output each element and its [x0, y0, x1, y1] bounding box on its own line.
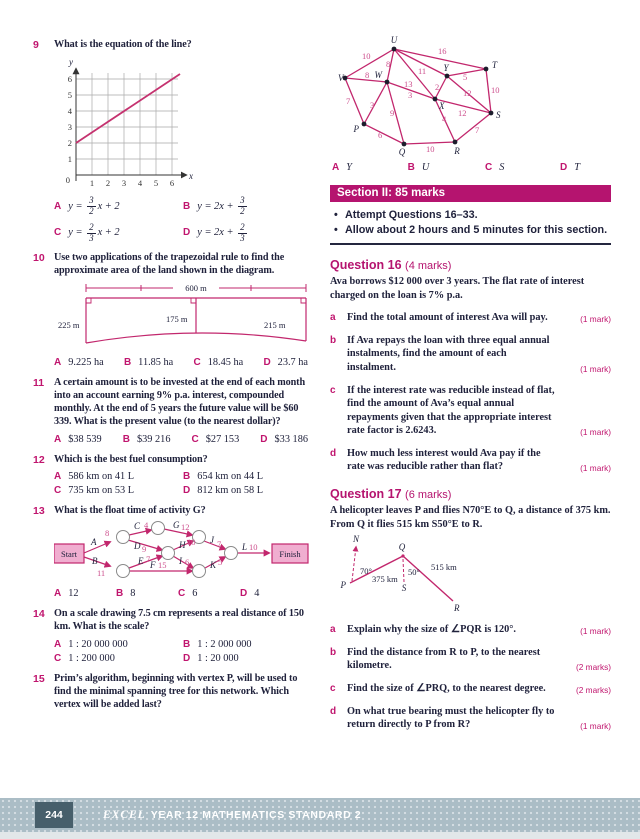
option-a — [54, 357, 104, 368]
option-value: T — [574, 162, 580, 173]
part-text: How much less interest would Ava pay if the rate was reducible rather than flat? — [347, 447, 541, 473]
edge-weight: 16 — [438, 46, 447, 56]
question-12 — [33, 453, 312, 496]
option-c — [54, 653, 183, 664]
part-marks: (1 mark) — [580, 463, 611, 474]
numerator: 2 — [89, 222, 94, 233]
question-10 — [33, 251, 312, 368]
point-q-dot — [401, 555, 404, 558]
equation-pre: y = — [68, 200, 86, 212]
option-value: 23.7 ha — [277, 356, 308, 368]
section-divider — [330, 243, 611, 245]
question-number: 15 — [33, 672, 45, 685]
y-tick: 4 — [67, 106, 72, 117]
option-letter: A — [54, 638, 62, 650]
vertex-label: Q — [398, 147, 406, 157]
point-r-label: R — [454, 603, 460, 614]
book-title — [103, 809, 361, 821]
denominator: 3 — [89, 232, 94, 243]
bearing-diagram — [338, 534, 508, 614]
part-text: Find the size of ∠PRQ, to the nearest degree. — [347, 682, 546, 694]
question-body — [54, 376, 312, 445]
edge-weight: 4 — [442, 114, 447, 124]
edge-weight: 9 — [390, 108, 395, 118]
edge-weight: 3 — [408, 90, 413, 100]
question-intro: A helicopter leaves P and flies N70°E to Q, a distance of 375 km. From Q it flies 515 km S50°E to R. — [330, 505, 611, 530]
equation-post: x + 2 — [97, 227, 120, 239]
option-value: $27 153 — [205, 433, 240, 445]
option-letter: A — [332, 162, 340, 173]
question-text: Which is the best fuel consumption? — [54, 453, 208, 465]
part-marks: (1 mark) — [580, 720, 611, 731]
bearing-angle-p: 70° — [360, 566, 372, 577]
equation — [197, 222, 248, 243]
origin-label: 0 — [65, 175, 70, 186]
option-value: 11.85 ha — [138, 356, 174, 368]
option-letter: A — [54, 433, 62, 445]
part-text: Find the total amount of interest Ava will pay. — [347, 312, 548, 324]
y-tick: 5 — [67, 90, 72, 101]
activity-letter: G — [173, 521, 180, 530]
grid — [76, 73, 178, 175]
x-tick: 5 — [153, 178, 159, 189]
option-value: 1 : 200 000 — [68, 652, 115, 664]
option-b — [116, 588, 178, 599]
activity-duration: 8 — [105, 528, 110, 538]
vertex-label: S — [496, 110, 501, 120]
option-c — [54, 485, 183, 496]
distance-pq: 375 km — [372, 574, 398, 585]
vertex-label: Y — [443, 63, 449, 73]
answer-options — [54, 357, 312, 368]
instruction-item: • Attempt Questions 16–33. — [332, 208, 611, 223]
north-label: N — [352, 534, 360, 545]
activity-duration: 4 — [144, 521, 149, 530]
axes — [76, 69, 186, 181]
option-a — [54, 471, 183, 482]
fraction — [238, 223, 247, 243]
option-d — [263, 357, 308, 368]
x-tick: 2 — [105, 178, 111, 189]
option-value: 1 : 20 000 — [197, 652, 239, 664]
right-measure-label: 215 m — [264, 319, 286, 330]
edge-weight: 7 — [475, 125, 480, 135]
option-letter: C — [193, 356, 201, 368]
option-d — [183, 653, 312, 664]
x-axis-label: x — [189, 171, 193, 182]
question-11 — [33, 376, 312, 445]
option-value: 6 — [192, 588, 198, 599]
edge-weight: 10 — [362, 51, 371, 61]
option-d — [183, 223, 312, 243]
option-value: U — [421, 162, 430, 173]
fraction — [87, 223, 96, 243]
edge-weight: 8 — [365, 70, 370, 80]
option-a — [54, 196, 183, 216]
edge-weight: 5 — [463, 72, 468, 82]
question-15 — [33, 672, 312, 712]
q15-answer-options — [332, 162, 584, 173]
numerator: 3 — [240, 195, 245, 206]
option-letter: B — [407, 162, 415, 173]
section-instructions — [332, 208, 611, 237]
part-text: On what true bearing must the helicopter fly to return directly to P from R? — [347, 705, 555, 731]
option-letter: D — [240, 588, 248, 599]
activity-letter: H — [179, 540, 186, 550]
section-2-block — [330, 185, 611, 245]
part-letter: c — [330, 682, 336, 694]
question-body — [54, 672, 312, 712]
point-s-label: S — [401, 583, 407, 594]
part-letter: a — [330, 624, 336, 636]
finish-label: Finish — [279, 549, 301, 559]
answer-options — [54, 434, 312, 445]
part-marks: (2 marks) — [575, 684, 611, 695]
edge-weight: 12 — [458, 108, 467, 118]
vertex-label: X — [439, 101, 445, 111]
activity-letter: E — [138, 556, 144, 566]
y-tick: 2 — [67, 138, 72, 149]
edge-weight: 8 — [386, 59, 391, 69]
vertex-label: V — [338, 73, 344, 83]
question-9 — [33, 38, 312, 243]
part-text: Explain why the size of ∠PQR is 120°. — [347, 624, 516, 636]
option-b — [124, 357, 173, 368]
vertex-label: U — [390, 35, 398, 45]
option-value: 12 — [68, 588, 79, 599]
denominator: 2 — [240, 205, 245, 216]
right-column — [330, 34, 611, 732]
option-letter: D — [260, 433, 268, 445]
option-letter: B — [116, 588, 124, 599]
activity-letter: A — [91, 537, 97, 547]
question-marks: (6 marks) — [405, 489, 452, 502]
part-d — [330, 705, 611, 732]
option-b — [408, 162, 430, 173]
activity-letter: K — [210, 560, 217, 570]
denominator: 2 — [89, 205, 94, 216]
part-letter: b — [330, 646, 337, 658]
question-text: What is the float time of activity G? — [54, 504, 206, 516]
numerator: 2 — [240, 222, 245, 233]
option-b — [183, 471, 312, 482]
option-a — [332, 162, 352, 173]
question-body — [54, 251, 312, 368]
question-marks: (4 marks) — [405, 260, 452, 273]
point-q-label: Q — [398, 542, 406, 553]
edge-weight: 3 — [370, 100, 375, 110]
option-value: Y — [346, 162, 352, 173]
option-letter: B — [123, 356, 132, 368]
vertex-label: T — [492, 60, 498, 70]
part-marks: (2 marks) — [575, 661, 611, 672]
equation — [68, 195, 120, 216]
option-b — [183, 639, 312, 650]
equation — [68, 222, 120, 243]
activity-duration: 9 — [142, 544, 147, 554]
option-value: 1 : 20 000 000 — [68, 638, 128, 650]
edge-weight: 13 — [404, 79, 413, 89]
start-label: Start — [60, 549, 78, 559]
point-p-label: P — [340, 580, 346, 591]
question-13 — [33, 504, 312, 599]
vertex-label: P — [353, 124, 359, 134]
option-letter: D — [183, 227, 191, 239]
question-number: 9 — [33, 39, 39, 51]
x-tick: 6 — [169, 178, 175, 189]
section-header: Section II: 85 marks — [330, 185, 611, 202]
activity-duration: 15 — [158, 560, 167, 570]
part-c — [330, 384, 611, 438]
option-c — [194, 357, 244, 368]
part-marks: (1 mark) — [580, 426, 611, 437]
option-letter: A — [54, 200, 62, 212]
part-letter: d — [330, 447, 337, 459]
option-letter: A — [54, 470, 62, 482]
answer-options — [54, 639, 312, 664]
activity-letter: F — [150, 560, 156, 570]
question-number: 11 — [33, 376, 45, 389]
x-tick: 1 — [89, 178, 95, 189]
activity-letter: C — [134, 521, 141, 531]
left-measure-label: 225 m — [58, 319, 80, 330]
question-body — [54, 607, 312, 664]
question-text: What is the equation of the line? — [54, 39, 192, 50]
option-c — [178, 588, 240, 599]
part-a — [330, 623, 611, 637]
option-letter: B — [183, 470, 191, 482]
equation-pre: y = 2x + — [197, 227, 237, 239]
option-value: 8 — [130, 588, 136, 599]
activity-letter: B — [92, 556, 98, 566]
question-text: A certain amount is to be invested at the end of each month into an account earning 9% p.a. interest, compounded monthly. At the end of 5 years the future value will be $60 339. What is the present value (to the nearest dollar)? — [54, 376, 306, 428]
footer-bar — [0, 798, 640, 832]
land-diagram — [56, 282, 312, 352]
option-letter: B — [122, 433, 130, 445]
part-marks: (1 mark) — [580, 363, 611, 374]
part-text: If Ava repays the loan with three equal annual instalments, find the amount of each instalment. — [347, 334, 550, 374]
question-title: Question 17 — [330, 487, 402, 502]
vertex-label: W — [374, 70, 382, 80]
option-letter: A — [54, 588, 62, 599]
question-body — [54, 38, 312, 243]
option-letter: D — [183, 484, 191, 496]
series-name: EXCEL — [103, 809, 146, 821]
option-d — [560, 162, 580, 173]
question-number: 13 — [33, 504, 45, 517]
equation-post: x + 2 — [97, 200, 120, 212]
question-text: Use two applications of the trapezoidal rule to find the approximate area of the land shown in the diagram. — [54, 252, 285, 277]
option-value: 654 km on 44 L — [197, 470, 264, 482]
y-axis-label: y — [69, 57, 73, 68]
question-17 — [330, 487, 611, 732]
part-letter: c — [330, 384, 336, 396]
option-a — [54, 434, 102, 445]
equation — [197, 195, 248, 216]
option-a — [54, 639, 183, 650]
answer-options — [54, 471, 312, 496]
page-number: 244 — [35, 802, 73, 828]
option-value: 4 — [254, 588, 260, 599]
option-letter: C — [54, 484, 62, 496]
numerator: 3 — [89, 195, 94, 206]
equation-pre: y = 2x + — [197, 200, 237, 212]
activity-network-diagram — [54, 521, 310, 583]
left-column — [33, 38, 312, 719]
option-letter: C — [54, 652, 62, 664]
option-value: 812 km on 58 L — [197, 484, 264, 496]
part-text: If the interest rate was reducible instead of flat, find the amount of Ava’s equal annual repayments given that the appropriate interest rate factor is 2.6243. — [347, 384, 555, 437]
part-d — [330, 447, 611, 474]
option-letter: B — [183, 200, 191, 212]
instruction-item: • Allow about 2 hours and 5 minutes for this section. — [332, 223, 611, 238]
part-c — [330, 682, 611, 696]
y-tick: 1 — [67, 154, 72, 165]
vertex-label: R — [454, 146, 460, 156]
question-intro: Ava borrows $12 000 over 3 years. The flat rate of interest charged on the loan is 7% p.a. — [330, 276, 585, 301]
activity-duration: 6 — [185, 557, 190, 567]
x-tick: 4 — [137, 178, 143, 189]
edge-weight: 11 — [418, 66, 427, 76]
question-heading — [330, 487, 611, 501]
activity-duration: 5 — [218, 557, 223, 567]
option-value: 735 km on 53 L — [68, 484, 135, 496]
option-value: $33 186 — [274, 433, 308, 445]
edge-weight: 7 — [346, 96, 351, 106]
answer-options — [54, 588, 312, 599]
option-value: $39 216 — [137, 433, 171, 445]
activity-letter: D — [134, 541, 141, 551]
part-marks: (1 mark) — [580, 313, 611, 324]
line-graph — [60, 53, 200, 191]
option-d — [260, 434, 308, 445]
footer-strip — [0, 832, 640, 839]
part-letter: b — [330, 334, 337, 346]
plotted-line — [76, 74, 180, 143]
bearing-angle-q: 50° — [408, 567, 420, 578]
question-16 — [330, 258, 611, 474]
question-number: 12 — [33, 453, 45, 466]
question-title: Question 16 — [330, 258, 402, 273]
question-number: 10 — [33, 252, 45, 264]
option-value: 586 km on 41 L — [68, 470, 135, 482]
part-a — [330, 311, 611, 325]
question-text: Prim’s algorithm, beginning with vertex P, will be used to find the minimal spanning tree for this network. Which vertex will be added last? — [54, 672, 298, 710]
question-14 — [33, 607, 312, 664]
option-letter: C — [191, 433, 199, 445]
option-letter: A — [54, 356, 62, 368]
part-b — [330, 646, 611, 673]
option-d — [183, 485, 312, 496]
activity-letter: J — [210, 535, 214, 545]
option-letter: C — [54, 227, 62, 239]
activity-duration: 12 — [181, 522, 190, 532]
part-marks: (1 mark) — [580, 625, 611, 636]
part-text: Find the distance from R to P, to the nearest kilometre. — [347, 646, 541, 672]
option-letter: D — [560, 162, 568, 173]
option-value: 18.45 ha — [207, 356, 244, 368]
activity-letter: L — [242, 542, 248, 552]
activity-duration: 11 — [97, 568, 106, 578]
option-c — [192, 434, 240, 445]
option-letter: C — [484, 162, 493, 173]
option-letter: C — [178, 588, 186, 599]
option-b — [123, 434, 171, 445]
edge-weight: 6 — [378, 130, 383, 140]
option-value: 1 : 2 000 000 — [197, 638, 252, 650]
distance-qr: 515 km — [431, 562, 457, 573]
middle-measure-label: 175 m — [166, 313, 188, 324]
part-letter: d — [330, 705, 337, 717]
y-tick: 6 — [67, 74, 72, 85]
option-letter: D — [183, 652, 191, 664]
option-a — [54, 588, 116, 599]
edge-weight: 12 — [463, 88, 472, 98]
fraction — [87, 196, 96, 216]
activity-duration: 10 — [187, 537, 196, 547]
part-b — [330, 334, 611, 375]
x-tick: 3 — [121, 178, 127, 189]
y-tick: 3 — [67, 122, 72, 133]
fraction — [238, 196, 247, 216]
option-letter: D — [263, 356, 271, 368]
option-b — [183, 196, 312, 216]
option-letter: B — [183, 638, 191, 650]
edge-weight: 10 — [491, 85, 500, 95]
option-c — [54, 223, 183, 243]
answer-options — [54, 196, 312, 243]
denominator: 3 — [240, 232, 245, 243]
activity-duration: 7 — [146, 554, 151, 564]
equation-pre: y = — [68, 227, 86, 239]
option-value: 9.225 ha — [68, 356, 104, 368]
activity-duration: 10 — [249, 542, 258, 552]
option-c — [485, 162, 504, 173]
option-value: S — [499, 162, 505, 173]
activity-duration: 7 — [217, 539, 222, 549]
activity-letter: I — [179, 556, 182, 566]
option-value: $38 539 — [68, 433, 102, 445]
question-heading — [330, 258, 611, 272]
question-body — [54, 504, 312, 599]
edge-weight: 10 — [426, 144, 435, 154]
question-body — [54, 453, 312, 496]
weighted-network-diagram — [338, 34, 513, 158]
option-d — [240, 588, 312, 599]
edge-weight: 2 — [435, 82, 440, 92]
part-letter: a — [330, 312, 336, 324]
book-title-text: YEAR 12 MATHEMATICS STANDARD 2 — [150, 809, 362, 821]
top-measure-label: 600 m — [185, 282, 207, 293]
question-text: On a scale drawing 7.5 cm represents a real distance of 150 km. What is the scale? — [54, 608, 304, 633]
question-number: 14 — [33, 608, 45, 620]
